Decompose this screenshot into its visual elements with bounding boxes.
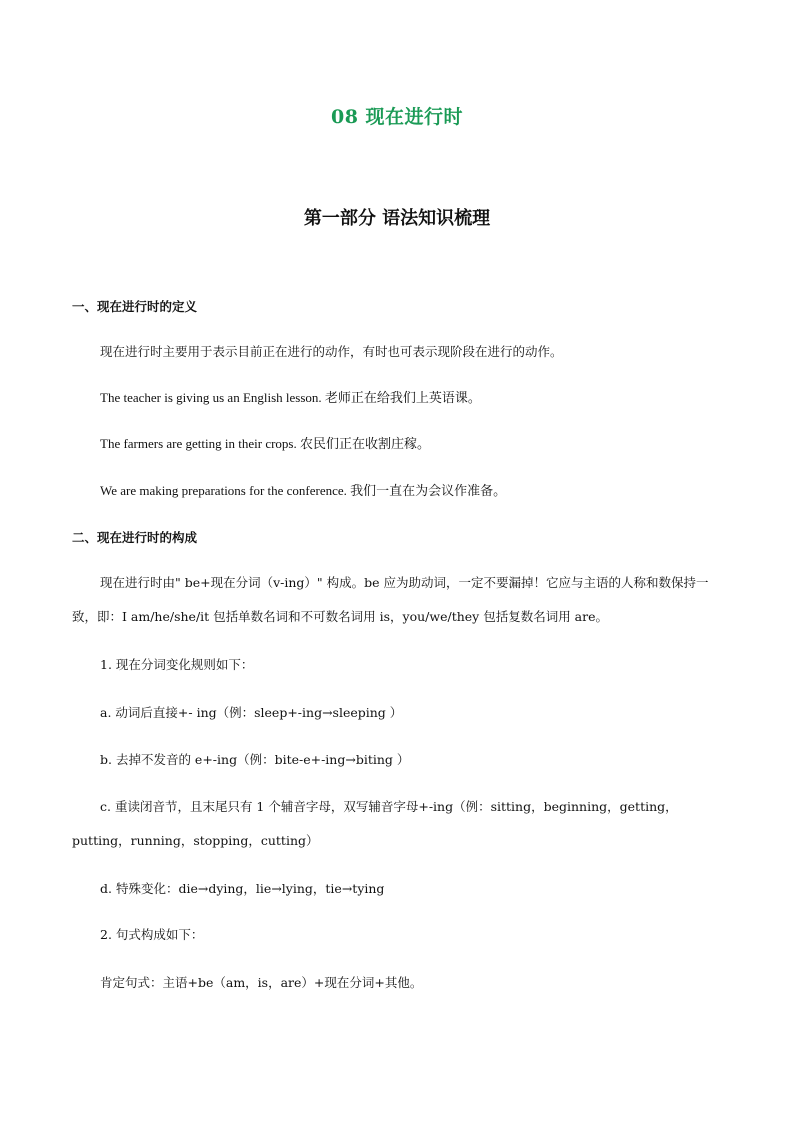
- document-title: 08 现在进行时: [330, 106, 464, 128]
- example-sentence-3: We are making preparations for the conference. 我们一直在为会议作准备。: [100, 483, 507, 498]
- section-heading-definition: 一、现在进行时的定义: [72, 299, 198, 314]
- rule-c: c. 重读闭音节，且末尾只有 1 个辅音字母，双写辅音字母+-ing（例：sitting，beginning，getting，putting，running，stopping，cutting）: [72, 799, 678, 848]
- affirmative-form: 肯定句式：主语+be（am，is，are）+现在分词+其他。: [100, 975, 423, 990]
- definition-paragraph: 现在进行时主要用于表示目前正在进行的动作，有时也可表示现阶段在进行的动作。: [100, 344, 563, 359]
- structure-intro-paragraph: 现在进行时由" be+现在分词（v-ing）" 构成。be 应为助动词，一定不要漏掉！它应与主语的人称和数保持一致，即：I am/he/she/it 包括单数名词和不可数名词用 is，you/we/they 包括复数名词用 are。: [72, 575, 709, 624]
- section-heading-structure: 二、现在进行时的构成: [72, 530, 198, 545]
- rule-a: a. 动词后直接+- ing（例：sleep+-ing→sleeping ）: [100, 705, 403, 720]
- part-title: 第一部分 语法知识梳理: [303, 208, 491, 229]
- sentence-structure-heading: 2. 句式构成如下：: [100, 927, 204, 942]
- rule-d: d. 特殊变化：die→dying，lie→lying，tie→tying: [100, 881, 385, 896]
- rule-b: b. 去掉不发音的 e+-ing（例：bite-e+-ing→biting ）: [100, 752, 410, 767]
- example-sentence-1: The teacher is giving us an English lesson. 老师正在给我们上英语课。: [100, 390, 481, 405]
- example-sentence-2: The farmers are getting in their crops. 农民们正在收割庄稼。: [100, 436, 430, 451]
- rules-heading: 1. 现在分词变化规则如下：: [100, 657, 254, 672]
